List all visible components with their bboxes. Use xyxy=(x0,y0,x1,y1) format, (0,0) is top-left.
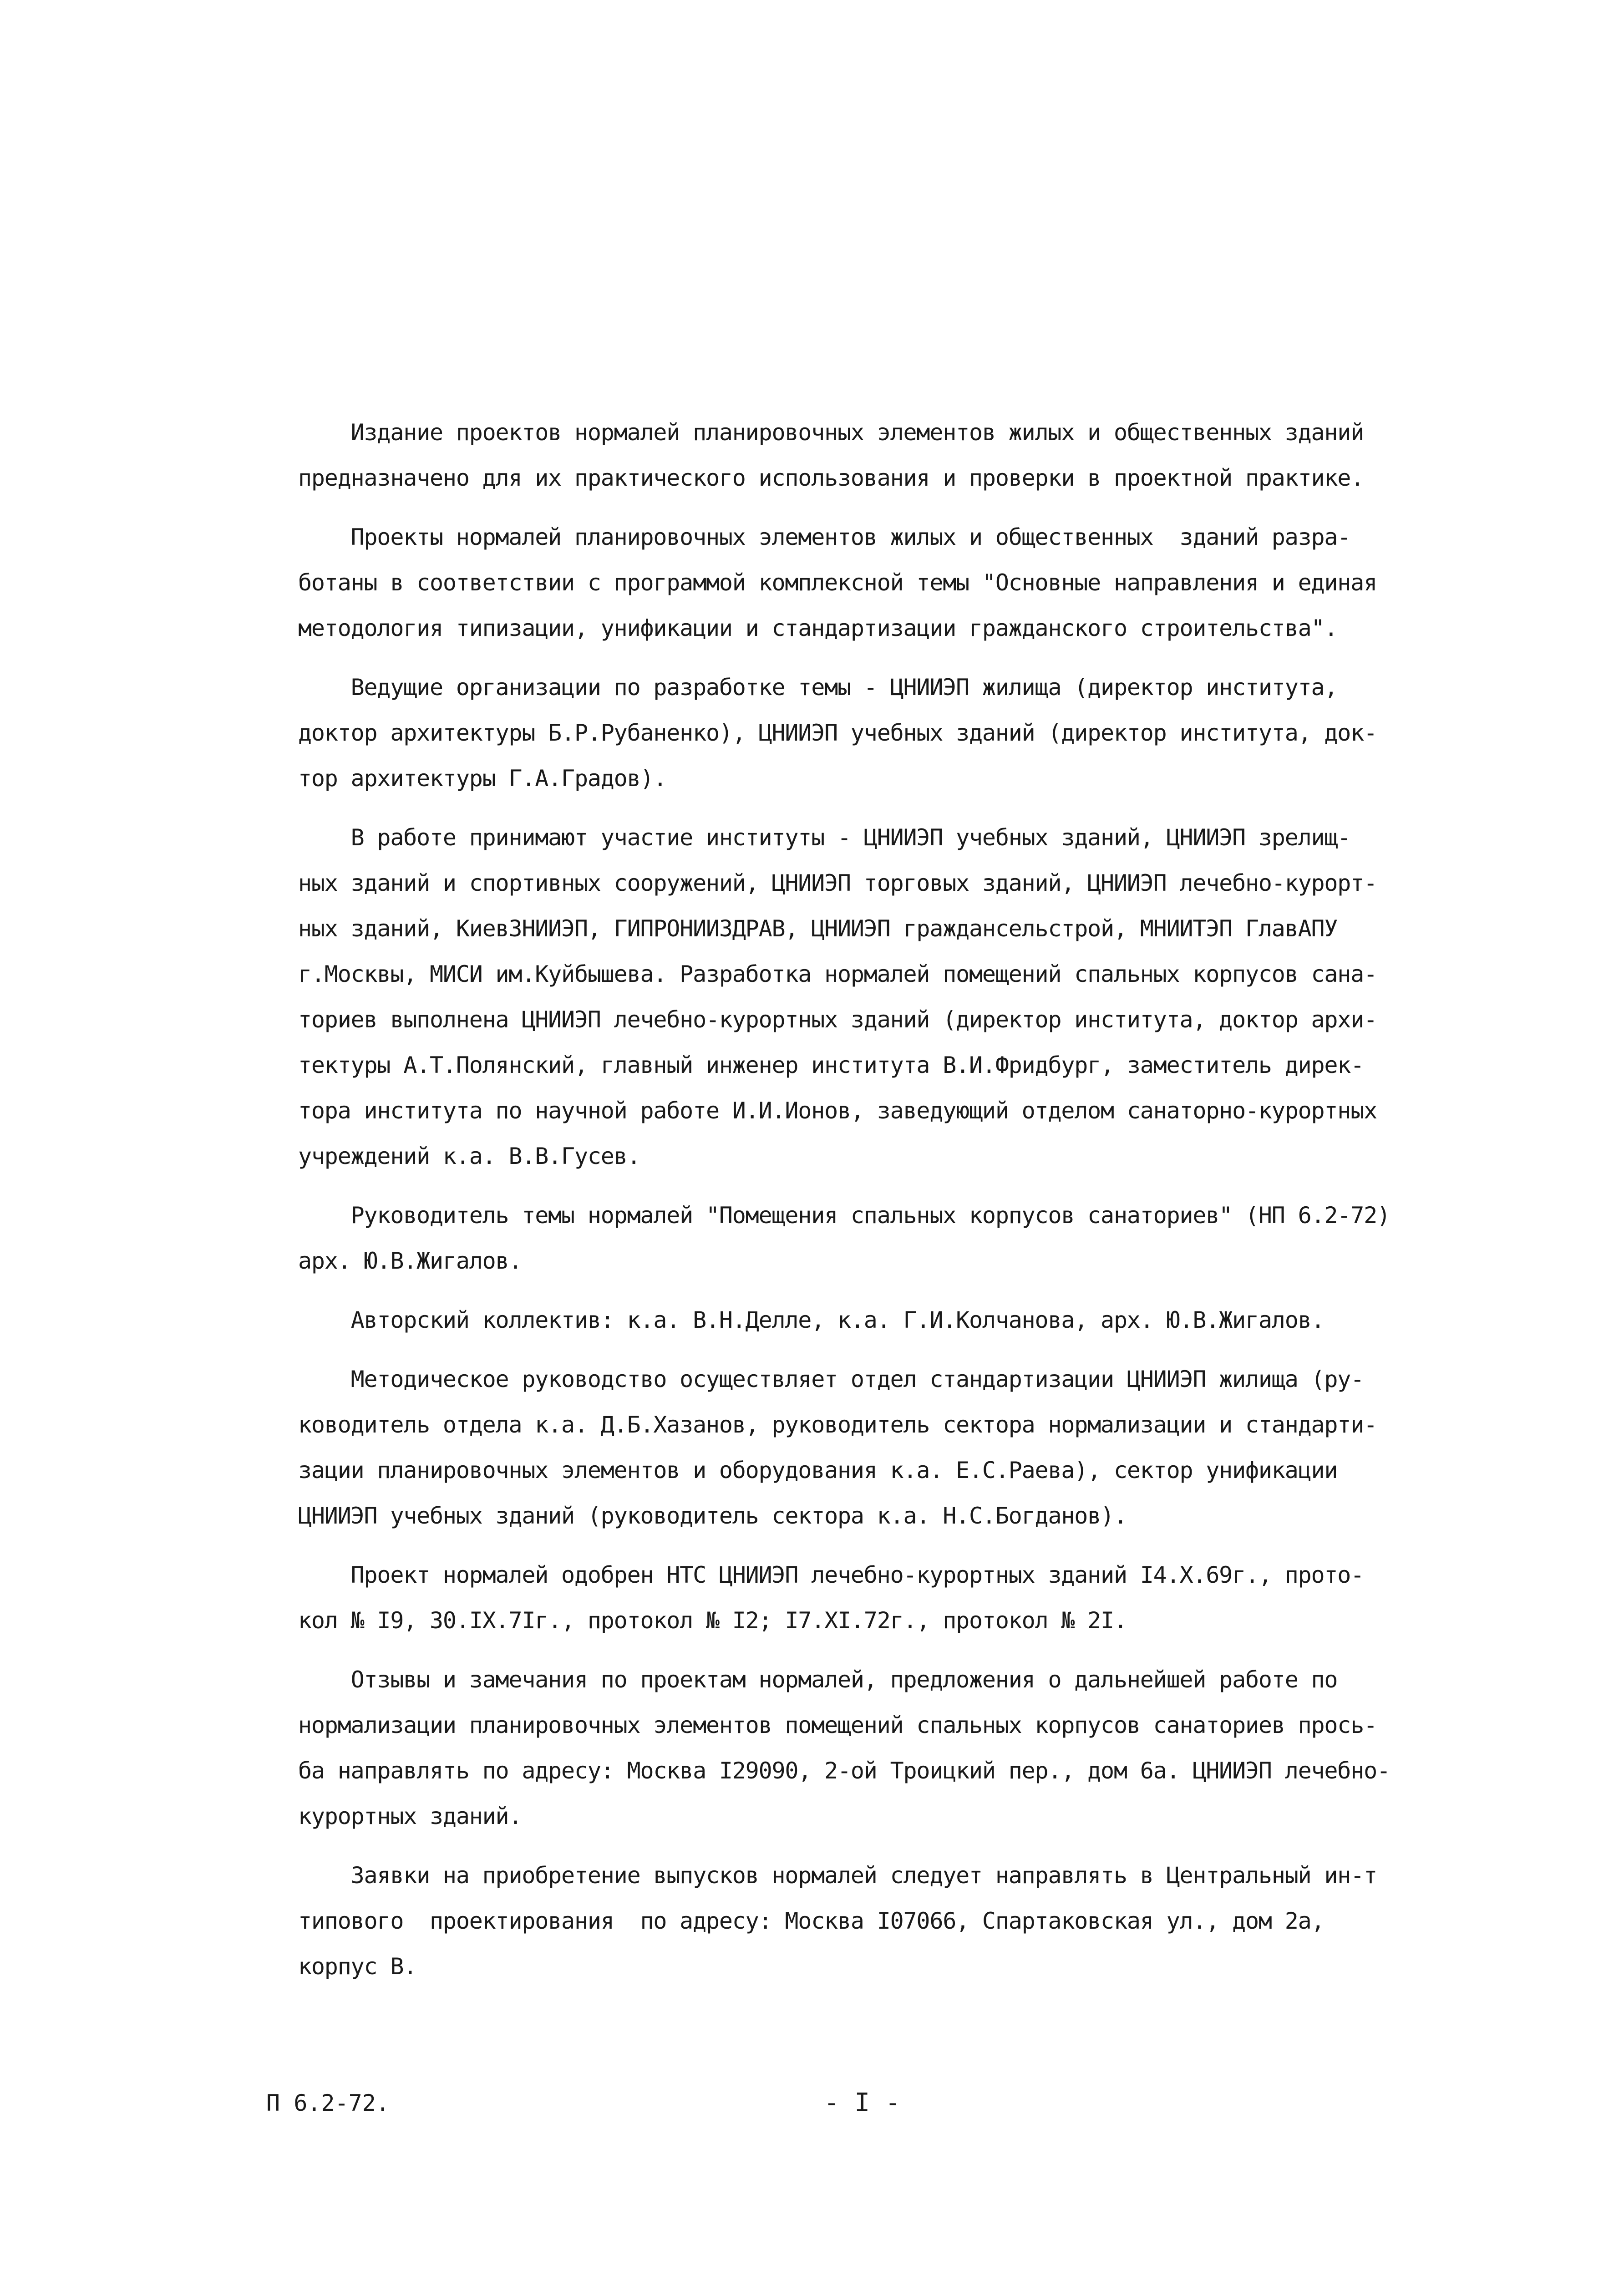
paragraph xyxy=(298,1657,1409,1839)
text-line: Проекты нормалей планировочных элементов жилых и общественных зданий разра- xyxy=(298,524,1351,550)
paragraph xyxy=(298,1552,1409,1643)
text-line: Ведущие организации по разработке темы - ЦНИИЭП жилища (директор института, xyxy=(298,674,1338,701)
text-line: Издание проектов нормалей планировочных элементов жилых и общественных зданий xyxy=(298,419,1364,446)
paragraph-spacer xyxy=(298,801,1409,815)
text-line: ководитель отдела к.а. Д.Б.Хазанов, руководитель сектора нормализации и стандарти- xyxy=(298,1412,1377,1438)
text-line: Методическое руководство осуществляет отдел стандартизации ЦНИИЭП жилища (ру- xyxy=(298,1366,1364,1392)
text-line: В работе принимают участие институты - ЦНИИЭП учебных зданий, ЦНИИЭП зрелищ- xyxy=(298,824,1351,851)
paragraph-spacer xyxy=(298,1539,1409,1552)
text-line: типового проектирования по адресу: Москва I07066, Спартаковская ул., дом 2а, xyxy=(298,1908,1325,1934)
text-line: ториев выполнена ЦНИИЭП лечебно-курортных зданий (директор института, доктор архи- xyxy=(298,1006,1377,1033)
text-line: ЦНИИЭП учебных зданий (руководитель сектора к.а. Н.С.Богданов). xyxy=(298,1503,1127,1529)
text-line: Руководитель темы нормалей "Помещения спальных корпусов санаториев" (НП 6.2-72) xyxy=(298,1202,1390,1229)
text-line: Проект нормалей одобрен НТС ЦНИИЭП лечебно-курортных зданий I4.X.69г., прото- xyxy=(298,1562,1364,1588)
text-line: г.Москвы, МИСИ им.Куйбышева. Разработка нормалей помещений спальных корпусов сана- xyxy=(298,961,1377,987)
paragraph xyxy=(298,815,1409,1179)
paragraph xyxy=(298,1193,1409,1284)
paragraph-spacer xyxy=(298,1284,1409,1297)
text-line: кол № I9, 30.IX.7Iг., протокол № I2; I7.XI.72г., протокол № 2I. xyxy=(298,1607,1127,1634)
text-line: корпус В. xyxy=(298,1953,417,1980)
text-line: ных зданий и спортивных сооружений, ЦНИИЭП торговых зданий, ЦНИИЭП лечебно-курорт- xyxy=(298,870,1377,896)
paragraph-spacer xyxy=(298,1643,1409,1657)
text-line: предназначено для их практического использования и проверки в проектной практике. xyxy=(298,465,1364,491)
paragraph-spacer xyxy=(298,1839,1409,1853)
text-line: ботаны в соответствии с программой комплексной темы "Основные направления и единая xyxy=(298,569,1377,596)
paragraph xyxy=(298,1297,1409,1343)
text-line: арх. Ю.В.Жигалов. xyxy=(298,1248,522,1274)
text-line: методология типизации, унификации и стандартизации гражданского строительства". xyxy=(298,615,1338,641)
text-line: Отзывы и замечания по проектам нормалей, предложения о дальнейшей работе по xyxy=(298,1666,1338,1693)
text-line: ных зданий, КиевЗНИИЭП, ГИПРОНИИЗДРАВ, ЦНИИЭП граждансельстрой, МНИИТЭП ГлавАПУ xyxy=(298,915,1338,942)
paragraph-spacer xyxy=(298,1343,1409,1356)
text-line: тор архитектуры Г.А.Градов). xyxy=(298,765,667,792)
document-body xyxy=(298,410,1409,1989)
text-line: Заявки на приобретение выпусков нормалей следует направлять в Центральный ин-т xyxy=(298,1862,1377,1889)
text-line: курортных зданий. xyxy=(298,1803,522,1829)
text-line: Авторский коллектив: к.а. В.Н.Делле, к.а. Г.И.Колчанова, арх. Ю.В.Жигалов. xyxy=(298,1307,1325,1333)
text-line: нормализации планировочных элементов помещений спальных корпусов санаториев прось- xyxy=(298,1712,1377,1738)
text-line: тектуры А.Т.Полянский, главный инженер института В.И.Фридбург, заместитель дирек- xyxy=(298,1052,1364,1078)
paragraph-spacer xyxy=(298,501,1409,514)
text-line: тора института по научной работе И.И.Ионов, заведующий отделом санаторно-курортных xyxy=(298,1097,1377,1124)
paragraph-spacer xyxy=(298,1179,1409,1193)
text-line: ба направлять по адресу: Москва I29090, 2-ой Троицкий пер., дом 6а. ЦНИИЭП лечебно- xyxy=(298,1758,1390,1784)
paragraph xyxy=(298,410,1409,501)
text-line: доктор архитектуры Б.Р.Рубаненко), ЦНИИЭП учебных зданий (директор института, док- xyxy=(298,720,1377,746)
paragraph xyxy=(298,514,1409,651)
text-line: учреждений к.а. В.В.Гусев. xyxy=(298,1143,640,1169)
footer-page-number: - I - xyxy=(824,2088,901,2118)
paragraph xyxy=(298,665,1409,801)
paragraph-spacer xyxy=(298,651,1409,665)
footer-document-code: П 6.2-72. xyxy=(266,2090,390,2116)
text-line: зации планировочных элементов и оборудования к.а. Е.С.Раева), сектор унификации xyxy=(298,1457,1338,1483)
paragraph xyxy=(298,1356,1409,1539)
paragraph xyxy=(298,1853,1409,1989)
